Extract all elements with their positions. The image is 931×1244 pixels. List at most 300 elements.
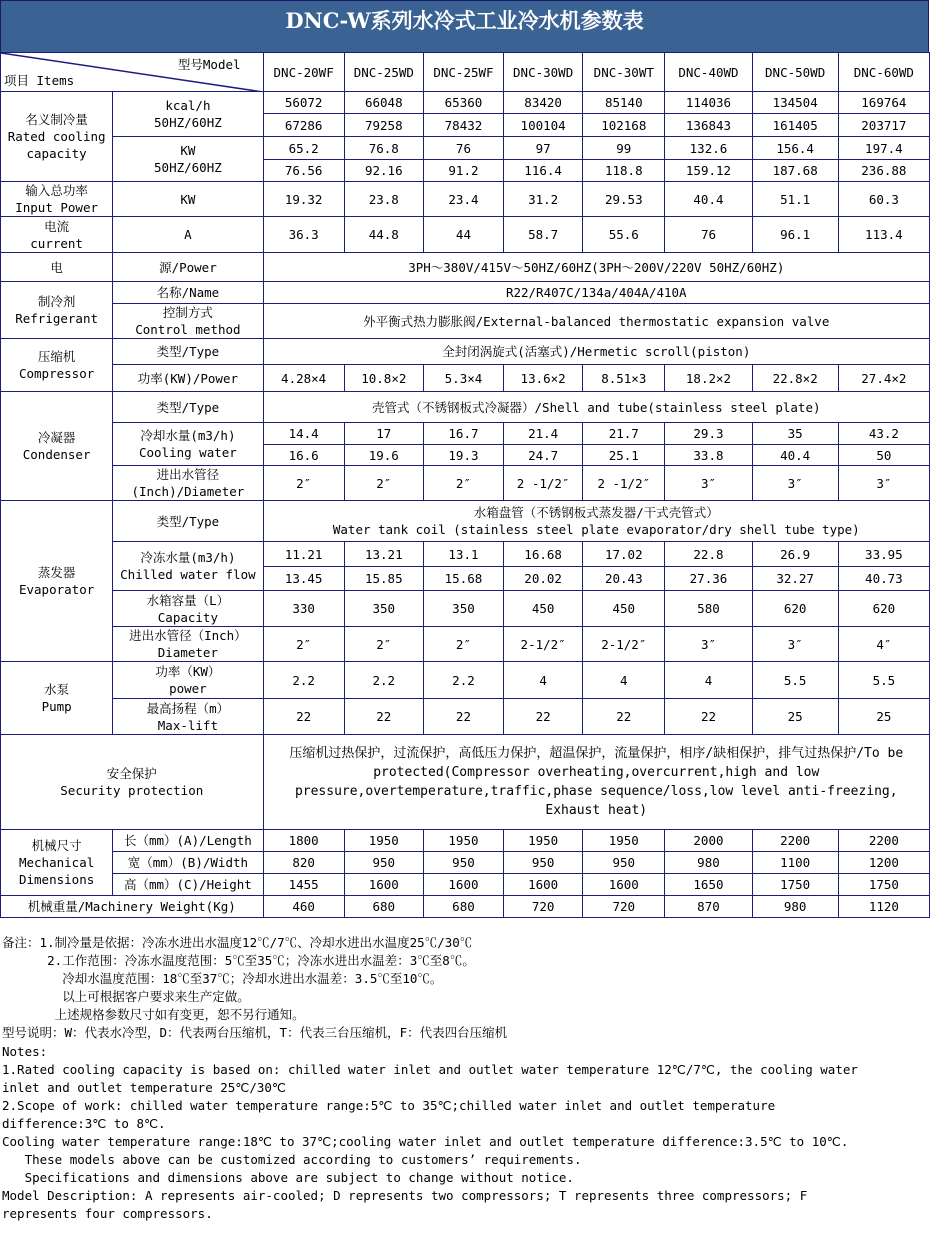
note-line: 2.工作范围：冷冻水温度范围：5℃至35℃；冷冻水进出水温差：3℃至8℃。: [2, 953, 475, 968]
value-cell: [752, 137, 838, 160]
value-cell: [263, 591, 344, 627]
value-cell: [344, 662, 423, 699]
sub-label: [113, 852, 263, 874]
value-cell: [752, 466, 838, 501]
unit-cell: [113, 182, 263, 217]
value-cell: [583, 852, 665, 874]
cell-text: 118.8: [604, 163, 643, 178]
cell-text: 980: [783, 899, 807, 914]
note-line: 型号说明：W：代表水冷型，D：代表两台压缩机，T：代表三台压缩机，F：代表四台压缩机: [2, 1025, 508, 1040]
cell-text: 96.1: [780, 227, 811, 242]
value-cell: [263, 699, 344, 735]
value-cell: [665, 567, 752, 591]
value-cell: [423, 114, 503, 137]
cell-text: 76.8: [368, 140, 399, 156]
table-row: [1, 423, 930, 445]
cell-text: 680: [452, 899, 475, 914]
cell-text: 冷冻水量(m3/h): [140, 550, 236, 565]
value-cell: [504, 542, 583, 567]
header-corner-cell: [1, 53, 264, 92]
cell-text: 5.5: [872, 672, 896, 688]
value-cell: [752, 852, 838, 874]
cell-text: Cooling water: [138, 445, 237, 460]
cell-text: 1600: [528, 877, 559, 892]
value-cell: [423, 591, 503, 627]
cell-text: 35: [787, 426, 803, 441]
table-row: [1, 874, 930, 896]
value-cell: [344, 830, 423, 852]
table-row: [1, 53, 930, 92]
value-cell: [344, 445, 423, 466]
model-header-label: 型号Model: [177, 57, 241, 72]
cell-text: 680: [372, 899, 396, 914]
value-cell: [838, 874, 929, 896]
cell-text: 22: [700, 709, 716, 724]
cell-text: 1950: [528, 833, 559, 848]
value-cell: [504, 699, 583, 735]
table-row: [1, 830, 930, 852]
notes-chinese: [2, 934, 507, 1042]
value-cell: [344, 852, 423, 874]
cell-text: 980: [697, 855, 720, 870]
value-cell: [752, 627, 838, 662]
cell-text: 156.4: [776, 140, 814, 156]
table-row: [1, 501, 930, 542]
value-cell: [423, 852, 503, 874]
cell-text: 22: [296, 709, 312, 724]
cell-text: 91.2: [448, 163, 479, 178]
value-cell: [665, 874, 752, 896]
cell-text: R22/R407C/134a/404A/410A: [505, 285, 687, 300]
value-cell: [665, 137, 752, 160]
value-cell: [583, 542, 665, 567]
cell-text: 102168: [601, 117, 647, 133]
cell-text: 17.02: [604, 546, 643, 562]
value-cell: [665, 542, 752, 567]
cell-text: 冷却水量(m3/h): [140, 428, 236, 443]
cell-text: Condenser: [22, 447, 91, 462]
value-cell: [838, 699, 929, 735]
cell-text: 27.36: [689, 571, 728, 586]
note-line: Specifications and dimensions above are subject to change without notice.: [2, 1170, 574, 1185]
cell-text: 23.8: [368, 191, 399, 207]
table-row: [1, 253, 930, 282]
cell-text: 950: [531, 855, 555, 870]
value-cell: [504, 662, 583, 699]
value-cell: [838, 567, 929, 591]
cell-text: 116.4: [524, 163, 562, 178]
cell-text: 压缩机: [37, 349, 76, 364]
value-cell: [665, 852, 752, 874]
cell-text: 17: [376, 426, 392, 441]
value-cell: [263, 217, 344, 253]
sub-label: [113, 662, 263, 699]
cell-text: 113.4: [865, 227, 903, 242]
value-cell: [838, 114, 929, 137]
cell-text: 21.4: [528, 426, 559, 441]
cell-text: 22: [376, 709, 392, 724]
cell-text: 870: [697, 899, 720, 914]
value-cell: [838, 466, 929, 501]
cell-text: Evaporator: [18, 582, 95, 597]
value-cell: [752, 699, 838, 735]
value-cell: [583, 137, 665, 160]
value-cell: [263, 852, 344, 874]
cell-text: 2″: [376, 636, 392, 652]
cell-text: 350: [372, 601, 396, 616]
value-cell: [583, 114, 665, 137]
cell-text: 1650: [693, 877, 724, 892]
value-cell: [583, 182, 665, 217]
value-cell: [263, 365, 344, 392]
cell-text: Control method: [135, 322, 241, 337]
value-cell: [423, 830, 503, 852]
value-cell: [752, 114, 838, 137]
cell-text: 197.4: [865, 140, 903, 156]
table-row: [1, 852, 930, 874]
cell-text: Water tank coil (stainless steel plate evaporator/dry shell tube type): [332, 522, 860, 537]
value-cell: [423, 423, 503, 445]
cell-text: 1100: [780, 855, 811, 870]
cell-text: Input Power: [15, 200, 99, 215]
cell-text: 5.3×4: [444, 370, 483, 386]
cell-text: 29.53: [604, 191, 643, 207]
cell-text: 134504: [772, 95, 818, 110]
value-cell: [423, 92, 503, 114]
cell-text: 5.5: [783, 672, 807, 688]
cell-text: 水泵: [44, 682, 70, 697]
value-cell: [583, 217, 665, 253]
row-label-condenser: [1, 392, 113, 501]
security-value: [263, 735, 929, 830]
sub-label: [113, 365, 263, 392]
cell-text: capacity: [26, 146, 87, 161]
value-cell: [263, 567, 344, 591]
value-cell: [752, 445, 838, 466]
cell-text: 名称/Name: [156, 285, 220, 300]
cell-text: DNC-25WF: [433, 64, 494, 80]
cell-text: 2″: [296, 475, 312, 491]
table-row: [1, 662, 930, 699]
note-line: represents four compressors.: [2, 1206, 213, 1221]
value-cell: [665, 445, 752, 466]
value-cell: [504, 627, 583, 662]
value-cell: [752, 542, 838, 567]
row-label-rated-cooling: [1, 92, 113, 182]
note-line: 1.Rated cooling capacity is based on: chilled water inlet and outlet water temperature 12℃/7℃, the cooling water: [2, 1062, 858, 1077]
cell-text: 33.8: [693, 447, 724, 463]
value-cell: [423, 182, 503, 217]
cell-text: 1455: [288, 877, 319, 892]
cell-text: 32.27: [776, 571, 814, 586]
cell-text: 43.2: [868, 426, 899, 441]
value-cell: [344, 217, 423, 253]
cell-text: 21.7: [608, 426, 639, 441]
cell-text: 13.45: [284, 571, 323, 586]
cell-text: 16.6: [288, 447, 319, 463]
cell-text: 输入总功率: [25, 183, 88, 198]
value-cell: [752, 896, 838, 918]
cell-text: Mechanical: [18, 855, 95, 870]
cell-text: 720: [531, 899, 555, 914]
value-cell: [838, 627, 929, 662]
value-cell: [344, 466, 423, 501]
cell-text: 76.56: [284, 163, 323, 178]
row-label-evaporator: [1, 501, 113, 662]
cell-text: power: [169, 681, 207, 696]
value-cell: [423, 662, 503, 699]
note-line: 以上可根据客户要求来生产定做。: [2, 989, 250, 1004]
cell-text: 50HZ/60HZ: [154, 115, 222, 130]
cell-text: 3PH～380V/415V～50HZ/60HZ(3PH～200V/220V 50HZ/60HZ): [408, 259, 785, 275]
note-line: 2.Scope of work: chilled water temperature range:5℃ to 35℃;chilled water inlet and outlet temperature: [2, 1098, 776, 1113]
row-label-input-power: [1, 182, 113, 217]
table-row: [1, 542, 930, 567]
value-cell: [838, 182, 929, 217]
cell-text: 67286: [284, 117, 323, 133]
cell-text: 55.6: [608, 227, 639, 242]
cell-text: 蒸发器: [37, 565, 76, 580]
cell-text: 100104: [520, 117, 566, 133]
cell-text: 620: [783, 601, 807, 616]
value-cell: [423, 445, 503, 466]
cell-text: 1800: [288, 833, 319, 848]
value-cell: [583, 699, 665, 735]
cell-text: 76: [700, 227, 716, 242]
value-cell: [752, 830, 838, 852]
value-cell: [583, 466, 665, 501]
cell-text: 2″: [376, 475, 392, 491]
value-cell: [583, 874, 665, 896]
value-cell: [423, 874, 503, 896]
cell-text: Refrigerant: [15, 311, 99, 326]
cell-text: Capacity: [157, 609, 218, 625]
cell-text: 13.6×2: [520, 370, 566, 386]
cell-text: 压缩机过热保护，过流保护，高低压力保护，超温保护，流量保护，相序/缺相保护，排气过热保护/To be protected(Compressor overheating,overcurrent,high and low pressure,overtemperature,traffic,phase sequence/loss,low level anti-freezing, Exhaust heat): [289, 746, 904, 818]
model-header: [752, 53, 838, 92]
cell-text: 44.8: [368, 227, 399, 242]
condenser-type-value: [263, 392, 929, 423]
cell-text: 97: [535, 140, 551, 156]
value-cell: [665, 160, 752, 182]
value-cell: [838, 137, 929, 160]
cell-text: 1600: [368, 877, 399, 892]
cell-text: 187.68: [772, 163, 818, 178]
value-cell: [504, 182, 583, 217]
cell-text: 电: [50, 259, 63, 275]
value-cell: [344, 423, 423, 445]
value-cell: [583, 591, 665, 627]
value-cell: [583, 423, 665, 445]
cell-text: DNC-30WD: [513, 64, 574, 80]
sub-label: [113, 830, 263, 852]
value-cell: [665, 466, 752, 501]
value-cell: [752, 217, 838, 253]
value-cell: [504, 92, 583, 114]
value-cell: [263, 662, 344, 699]
cell-text: 16.7: [448, 426, 479, 441]
cell-text: 85140: [604, 95, 643, 110]
cell-text: 8.51×3: [601, 370, 647, 386]
value-cell: [344, 567, 423, 591]
value-cell: [263, 627, 344, 662]
cell-text: 15.68: [444, 571, 483, 586]
cell-text: 25: [787, 709, 803, 724]
sub-label: [113, 339, 263, 365]
value-cell: [838, 591, 929, 627]
cell-text: 20.43: [604, 571, 643, 586]
cell-text: DNC-30WT: [593, 64, 654, 80]
value-cell: [838, 852, 929, 874]
sub-label: [113, 392, 263, 423]
cell-text: 外平衡式热力膨胀阀/External-balanced thermostatic expansion valve: [363, 313, 830, 329]
cell-text: 2″: [296, 636, 312, 652]
value-cell: [263, 445, 344, 466]
cell-text: 2.2: [452, 672, 475, 688]
cell-text: 114036: [685, 95, 732, 110]
cell-text: 制冷剂: [37, 294, 76, 309]
cell-text: 19.6: [368, 447, 399, 463]
note-line: Cooling water temperature range:18℃ to 37℃;cooling water inlet and outlet temperature difference:3.5℃ to 10℃.: [2, 1134, 849, 1149]
cell-text: 14.4: [288, 426, 319, 441]
note-line: Notes:: [2, 1044, 48, 1059]
value-cell: [665, 896, 752, 918]
value-cell: [344, 137, 423, 160]
value-cell: [752, 365, 838, 392]
cell-text: 10.8×2: [361, 370, 407, 386]
model-header: [504, 53, 583, 92]
cell-text: 类型/Type: [156, 399, 220, 415]
cell-text: 820: [292, 855, 315, 870]
power-supply-value: [263, 253, 929, 282]
value-cell: [838, 365, 929, 392]
cell-text: 2000: [693, 833, 724, 848]
cell-text: 65360: [444, 95, 483, 110]
cell-text: 3″: [787, 636, 803, 652]
cell-text: DNC-20WF: [273, 64, 334, 80]
cell-text: 330: [292, 601, 315, 616]
value-cell: [504, 423, 583, 445]
note-line: inlet and outlet temperature 25℃/30℃: [2, 1080, 286, 1095]
cell-text: 1950: [448, 833, 479, 848]
table-row: [1, 304, 930, 339]
cell-text: 2.2: [292, 672, 315, 688]
value-cell: [665, 627, 752, 662]
sub-label: [113, 542, 263, 591]
cell-text: 功率(KW)/Power: [137, 370, 239, 386]
value-cell: [423, 160, 503, 182]
value-cell: [583, 160, 665, 182]
cell-text: DNC-40WD: [678, 64, 739, 80]
unit-kcal: [113, 92, 263, 137]
value-cell: [504, 365, 583, 392]
cell-text: 2200: [868, 833, 899, 848]
value-cell: [838, 423, 929, 445]
cell-text: 83420: [524, 95, 562, 110]
value-cell: [838, 830, 929, 852]
cell-text: KW: [180, 191, 196, 207]
cell-text: Dimensions: [18, 872, 95, 887]
value-cell: [838, 160, 929, 182]
cell-text: 3″: [876, 475, 892, 491]
value-cell: [665, 114, 752, 137]
cell-text: 4″: [876, 636, 892, 652]
value-cell: [838, 92, 929, 114]
value-cell: [752, 423, 838, 445]
cell-text: 2.2: [372, 672, 396, 688]
cell-text: 20.02: [524, 571, 562, 586]
cell-text: Security protection: [60, 783, 204, 798]
cell-text: 31.2: [528, 191, 559, 207]
value-cell: [263, 466, 344, 501]
cell-text: 4.28×4: [281, 370, 327, 386]
cell-text: 4: [539, 672, 547, 688]
value-cell: [344, 92, 423, 114]
cell-text: 159.12: [685, 163, 732, 178]
value-cell: [344, 627, 423, 662]
cell-text: 3″: [700, 475, 716, 491]
cell-text: 27.4×2: [861, 370, 907, 386]
cell-text: 65.2: [288, 140, 319, 156]
cell-text: 类型/Type: [156, 513, 220, 529]
cell-text: 进出水管径（Inch）: [129, 628, 247, 643]
value-cell: [752, 160, 838, 182]
cell-text: 44: [455, 227, 471, 242]
page-title: DNC-W系列水冷式工业冷水机参数表: [0, 0, 929, 52]
cell-text: 25.1: [608, 447, 639, 463]
cell-text: 620: [872, 601, 896, 616]
spec-table: [0, 52, 930, 918]
cell-text: 4: [704, 672, 713, 688]
table-row: [1, 627, 930, 662]
value-cell: [838, 896, 929, 918]
cell-text: 机械重量/Machinery Weight(Kg): [27, 899, 236, 914]
cell-text: 136843: [685, 117, 732, 133]
value-cell: [344, 591, 423, 627]
table-row: [1, 92, 930, 114]
cell-text: 水箱容量（L）: [146, 592, 230, 608]
model-header: [423, 53, 503, 92]
value-cell: [504, 591, 583, 627]
cell-text: 长（mm）(A)/Length: [123, 833, 252, 848]
model-header: [263, 53, 344, 92]
cell-text: 78432: [444, 117, 483, 133]
cell-text: 水箱盘管（不锈钢板式蒸发器/干式壳管式）: [473, 505, 719, 520]
value-cell: [423, 896, 503, 918]
cell-text: 机械尺寸: [31, 838, 82, 853]
cell-text: 4: [620, 672, 628, 688]
table-row: [1, 896, 930, 918]
notes-english: [2, 1043, 858, 1223]
value-cell: [665, 662, 752, 699]
evaporator-type-value: [263, 501, 929, 542]
row-label-compressor: [1, 339, 113, 392]
cell-text: 19.32: [284, 191, 323, 207]
cell-text: KW: [180, 143, 196, 158]
value-cell: [504, 466, 583, 501]
cell-text: 40.4: [780, 447, 811, 463]
cell-text: 1950: [608, 833, 639, 848]
value-cell: [504, 217, 583, 253]
cell-text: 壳管式（不锈钢板式冷凝器）/Shell and tube(stainless steel plate): [372, 399, 821, 415]
row-label-current: [1, 217, 113, 253]
cell-text: 950: [452, 855, 475, 870]
value-cell: [344, 182, 423, 217]
value-cell: [504, 567, 583, 591]
cell-text: 功率（KW）: [155, 664, 221, 679]
row-label-power-b: [113, 253, 263, 282]
value-cell: [423, 627, 503, 662]
